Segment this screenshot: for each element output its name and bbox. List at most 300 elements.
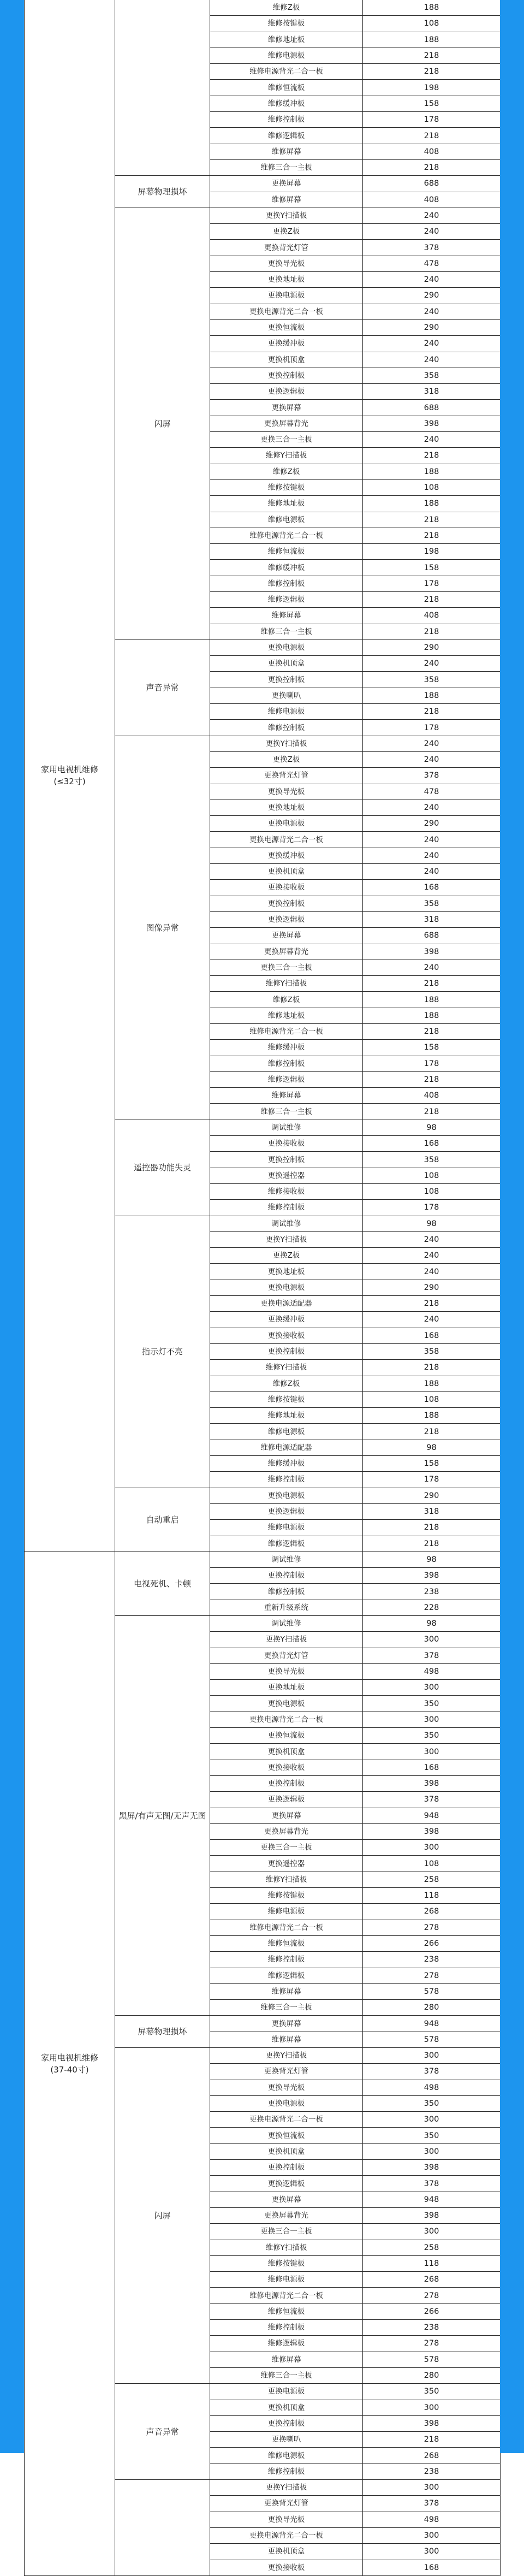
repair-item-cell: 更换电源板	[210, 2384, 363, 2400]
price-table-container	[24, 0, 500, 2572]
price-cell: 300	[363, 1712, 501, 1727]
repair-item-cell: 维修恒流板	[210, 1935, 363, 1951]
price-cell: 238	[363, 1952, 501, 1968]
price-cell: 240	[363, 832, 501, 848]
price-cell: 688	[363, 400, 501, 416]
price-cell: 218	[363, 48, 501, 63]
repair-item-cell: 维修控制板	[210, 1472, 363, 1488]
repair-item-cell: 维修恒流板	[210, 544, 363, 560]
repair-item-cell: 维修Y扫描板	[210, 448, 363, 464]
price-cell: 98	[363, 1440, 501, 1455]
symptom-cell: 屏幕物理损坏	[115, 176, 210, 208]
repair-item-cell: 维修电源背光二合一板	[210, 1024, 363, 1040]
price-cell: 578	[363, 1983, 501, 1999]
repair-item-cell: 更换机顶盒	[210, 2143, 363, 2159]
repair-item-cell: 更换Y扫描板	[210, 2048, 363, 2064]
repair-item-cell: 维修电源板	[210, 1904, 363, 1920]
repair-item-cell: 调试维修	[210, 1551, 363, 1567]
price-cell: 398	[363, 1823, 501, 1839]
repair-item-cell: 更换接收板	[210, 2560, 363, 2575]
price-cell: 168	[363, 2560, 501, 2575]
repair-item-cell: 维修三合一主板	[210, 624, 363, 639]
price-cell: 378	[363, 2176, 501, 2192]
symptom-cell: 闪屏	[115, 208, 210, 639]
symptom-cell: 电视死机、卡顿	[115, 1551, 210, 1615]
price-cell: 278	[363, 2336, 501, 2352]
price-cell: 158	[363, 560, 501, 576]
repair-item-cell: 更换逻辑板	[210, 2176, 363, 2192]
price-cell: 240	[363, 304, 501, 319]
repair-item-cell: 维修控制板	[210, 112, 363, 128]
repair-item-cell: 维修逻辑板	[210, 1968, 363, 1983]
price-cell: 378	[363, 240, 501, 256]
repair-item-cell: 更换控制板	[210, 1568, 363, 1584]
price-cell: 178	[363, 1056, 501, 1071]
repair-item-cell: 维修Z板	[210, 464, 363, 479]
price-cell: 398	[363, 2160, 501, 2176]
symptom-cell: 图像异常	[115, 736, 210, 1120]
repair-item-cell: 更换电源背光二合一板	[210, 2112, 363, 2128]
repair-item-cell: 更换缓冲板	[210, 336, 363, 352]
price-cell: 378	[363, 2496, 501, 2512]
price-cell: 300	[363, 2143, 501, 2159]
price-cell: 258	[363, 2240, 501, 2255]
price-cell: 238	[363, 2320, 501, 2336]
price-cell: 240	[363, 224, 501, 240]
repair-item-cell: 维修缓冲板	[210, 96, 363, 111]
repair-item-cell: 更换接收板	[210, 880, 363, 896]
price-cell: 350	[363, 1728, 501, 1744]
price-cell: 290	[363, 319, 501, 335]
repair-item-cell: 维修屏幕	[210, 608, 363, 624]
price-cell: 300	[363, 1744, 501, 1760]
price-cell: 300	[363, 2400, 501, 2415]
price-cell: 240	[363, 656, 501, 672]
price-cell: 218	[363, 1024, 501, 1040]
repair-item-cell: 维修屏幕	[210, 2032, 363, 2047]
repair-item-cell: 维修Z板	[210, 0, 363, 16]
repair-item-cell: 维修三合一主板	[210, 1104, 363, 1120]
repair-item-cell: 更换电源板	[210, 1696, 363, 1712]
price-cell: 218	[363, 2432, 501, 2448]
price-cell: 98	[363, 1120, 501, 1135]
repair-item-cell: 更换电源板	[210, 288, 363, 304]
left-blue-border	[0, 0, 24, 2453]
repair-item-cell: 维修控制板	[210, 1200, 363, 1216]
repair-item-cell: 维修电源适配器	[210, 1440, 363, 1455]
price-cell: 278	[363, 1920, 501, 1935]
price-cell: 688	[363, 928, 501, 944]
repair-item-cell: 更换地址板	[210, 800, 363, 815]
category-cell: 家用电视机维修 (37-40寸)	[25, 1551, 115, 2575]
repair-item-cell: 更换电源背光二合一板	[210, 2527, 363, 2543]
symptom-cell: 闪屏	[115, 2048, 210, 2384]
price-cell: 300	[363, 1680, 501, 1696]
price-cell: 358	[363, 1152, 501, 1168]
repair-item-cell: 更换恒流板	[210, 319, 363, 335]
repair-item-cell: 更换屏幕	[210, 928, 363, 944]
symptom-cell: 自动重启	[115, 1488, 210, 1551]
symptom-cell: 遥控器功能失灵	[115, 1120, 210, 1216]
repair-item-cell: 维修屏幕	[210, 1983, 363, 1999]
price-cell: 168	[363, 880, 501, 896]
repair-item-cell: 维修电源背光二合一板	[210, 528, 363, 543]
repair-item-cell: 更换接收板	[210, 1136, 363, 1152]
price-cell: 188	[363, 0, 501, 16]
repair-item-cell: 维修控制板	[210, 1056, 363, 1071]
repair-item-cell: 维修电源板	[210, 2448, 363, 2464]
price-cell: 300	[363, 2527, 501, 2543]
repair-item-cell: 更换屏幕背光	[210, 2207, 363, 2223]
price-cell: 408	[363, 192, 501, 208]
repair-item-cell: 维修三合一主板	[210, 2367, 363, 2383]
repair-item-cell: 更换逻辑板	[210, 1503, 363, 1519]
repair-item-cell: 维修恒流板	[210, 2303, 363, 2319]
repair-item-cell: 更换地址板	[210, 1264, 363, 1280]
price-cell: 318	[363, 1503, 501, 1519]
price-cell: 300	[363, 2112, 501, 2128]
price-cell: 188	[363, 464, 501, 479]
repair-item-cell: 维修屏幕	[210, 2352, 363, 2367]
category-cell: 家用电视机维修 (≤32寸)	[25, 0, 115, 1551]
repair-item-cell: 维修Y扫描板	[210, 1872, 363, 1887]
repair-item-cell: 更换电源背光二合一板	[210, 832, 363, 848]
price-cell: 948	[363, 1808, 501, 1823]
price-cell: 268	[363, 1904, 501, 1920]
repair-item-cell: 更换三合一主板	[210, 432, 363, 448]
repair-item-cell: 更换电源背光二合一板	[210, 304, 363, 319]
repair-item-cell: 更换三合一主板	[210, 1840, 363, 1856]
repair-item-cell: 更换控制板	[210, 2160, 363, 2176]
repair-item-cell: 维修逻辑板	[210, 128, 363, 144]
price-cell: 238	[363, 1584, 501, 1600]
repair-item-cell: 更换喇叭	[210, 688, 363, 703]
price-cell: 268	[363, 2448, 501, 2464]
repair-item-cell: 更换机顶盒	[210, 864, 363, 880]
repair-item-cell: 维修控制板	[210, 2320, 363, 2336]
repair-item-cell: 维修控制板	[210, 2464, 363, 2479]
price-cell: 240	[363, 1312, 501, 1328]
price-cell: 688	[363, 176, 501, 192]
price-cell: 240	[363, 1264, 501, 1280]
price-cell: 240	[363, 736, 501, 751]
repair-item-cell: 更换电源板	[210, 2095, 363, 2111]
repair-item-cell: 维修控制板	[210, 1952, 363, 1968]
repair-item-cell: 更换恒流板	[210, 1728, 363, 1744]
repair-item-cell: 更换屏幕背光	[210, 416, 363, 431]
price-cell: 240	[363, 1248, 501, 1264]
repair-item-cell: 更换机顶盒	[210, 1744, 363, 1760]
price-cell: 300	[363, 2048, 501, 2064]
repair-item-cell: 维修控制板	[210, 720, 363, 736]
price-cell: 240	[363, 336, 501, 352]
price-cell: 300	[363, 2544, 501, 2560]
price-cell: 278	[363, 1968, 501, 1983]
repair-item-cell: 更换地址板	[210, 272, 363, 288]
price-cell: 218	[363, 1520, 501, 1536]
repair-item-cell: 更换Z板	[210, 224, 363, 240]
price-cell: 280	[363, 2367, 501, 2383]
repair-item-cell: 维修按键板	[210, 1888, 363, 1904]
price-cell: 218	[363, 624, 501, 639]
repair-item-cell: 维修缓冲板	[210, 1040, 363, 1056]
price-cell: 240	[363, 848, 501, 863]
right-blue-border	[500, 0, 524, 2453]
price-cell: 218	[363, 512, 501, 528]
repair-item-cell: 更换控制板	[210, 1775, 363, 1791]
price-cell: 218	[363, 1104, 501, 1120]
repair-item-cell: 更换接收板	[210, 1760, 363, 1775]
repair-item-cell: 更换逻辑板	[210, 1792, 363, 1808]
price-cell: 118	[363, 1888, 501, 1904]
symptom-cell	[115, 2480, 210, 2576]
price-cell: 178	[363, 1200, 501, 1216]
symptom-cell: 声音异常	[115, 639, 210, 736]
repair-item-cell: 更换电源板	[210, 639, 363, 655]
price-cell: 378	[363, 2064, 501, 2080]
repair-item-cell: 更换机顶盒	[210, 2400, 363, 2415]
price-cell: 218	[363, 591, 501, 607]
price-cell: 408	[363, 1088, 501, 1104]
price-cell: 188	[363, 1008, 501, 1023]
repair-item-cell: 更换电源适配器	[210, 1296, 363, 1312]
repair-item-cell: 更换背光灯管	[210, 2496, 363, 2512]
repair-item-cell: 更换背光灯管	[210, 1648, 363, 1663]
price-cell: 350	[363, 1696, 501, 1712]
price-cell: 218	[363, 1536, 501, 1551]
price-cell: 398	[363, 1568, 501, 1584]
price-cell: 398	[363, 2415, 501, 2431]
table-row	[25, 0, 501, 16]
repair-item-cell: 维修按键板	[210, 1391, 363, 1407]
repair-item-cell: 更换机顶盒	[210, 2544, 363, 2560]
price-cell: 300	[363, 1632, 501, 1648]
repair-item-cell: 更换三合一主板	[210, 2224, 363, 2240]
price-cell: 300	[363, 1840, 501, 1856]
repair-item-cell: 维修电源背光二合一板	[210, 64, 363, 80]
symptom-cell	[115, 0, 210, 176]
price-cell: 168	[363, 1760, 501, 1775]
price-cell: 318	[363, 384, 501, 400]
symptom-cell: 指示灯不亮	[115, 1216, 210, 1488]
price-cell: 178	[363, 576, 501, 591]
repair-item-cell: 更换控制板	[210, 1343, 363, 1359]
price-cell: 408	[363, 144, 501, 159]
repair-item-cell: 维修接收板	[210, 1183, 363, 1199]
price-cell: 218	[363, 1296, 501, 1312]
price-cell: 300	[363, 2480, 501, 2496]
price-cell: 228	[363, 1600, 501, 1615]
price-cell: 188	[363, 688, 501, 703]
price-cell: 408	[363, 608, 501, 624]
price-cell: 240	[363, 352, 501, 368]
price-cell: 178	[363, 1472, 501, 1488]
price-cell: 158	[363, 1040, 501, 1056]
repair-item-cell: 维修电源板	[210, 704, 363, 720]
repair-item-cell: 更换Y扫描板	[210, 2480, 363, 2496]
repair-item-cell: 维修缓冲板	[210, 1456, 363, 1472]
price-cell: 240	[363, 864, 501, 880]
repair-item-cell: 更换三合一主板	[210, 960, 363, 975]
repair-item-cell: 维修Z板	[210, 1376, 363, 1391]
repair-item-cell: 更换缓冲板	[210, 1312, 363, 1328]
price-cell: 108	[363, 1168, 501, 1183]
repair-item-cell: 维修三合一主板	[210, 159, 363, 175]
price-cell: 158	[363, 96, 501, 111]
repair-item-cell: 更换喇叭	[210, 2432, 363, 2448]
repair-item-cell: 更换Y扫描板	[210, 1632, 363, 1648]
price-cell: 350	[363, 2128, 501, 2143]
repair-item-cell: 维修电源板	[210, 2272, 363, 2288]
repair-item-cell: 维修逻辑板	[210, 591, 363, 607]
price-cell: 108	[363, 479, 501, 495]
repair-item-cell: 维修按键板	[210, 2255, 363, 2271]
price-cell: 290	[363, 639, 501, 655]
price-cell: 178	[363, 720, 501, 736]
price-cell: 168	[363, 1328, 501, 1343]
repair-item-cell: 维修地址板	[210, 32, 363, 48]
price-cell: 238	[363, 2464, 501, 2479]
repair-item-cell: 更换Y扫描板	[210, 736, 363, 751]
price-cell: 948	[363, 2192, 501, 2207]
price-cell: 218	[363, 64, 501, 80]
price-cell: 398	[363, 416, 501, 431]
repair-item-cell: 调试维修	[210, 1615, 363, 1631]
price-cell: 108	[363, 1856, 501, 1872]
repair-item-cell: 更换屏幕	[210, 400, 363, 416]
repair-item-cell: 更换遥控器	[210, 1168, 363, 1183]
price-cell: 158	[363, 1456, 501, 1472]
price-cell: 498	[363, 1663, 501, 1679]
repair-item-cell: 更换导光板	[210, 256, 363, 271]
repair-item-cell: 维修地址板	[210, 1408, 363, 1424]
price-cell: 188	[363, 32, 501, 48]
repair-item-cell: 更换控制板	[210, 1152, 363, 1168]
price-cell: 240	[363, 432, 501, 448]
price-cell: 268	[363, 2272, 501, 2288]
price-cell: 168	[363, 1136, 501, 1152]
repair-item-cell: 维修Z板	[210, 992, 363, 1008]
repair-item-cell: 维修地址板	[210, 496, 363, 512]
repair-item-cell: 更换背光灯管	[210, 2064, 363, 2080]
price-cell: 290	[363, 816, 501, 832]
repair-item-cell: 更换控制板	[210, 2415, 363, 2431]
repair-item-cell: 更换屏幕背光	[210, 1823, 363, 1839]
price-cell: 498	[363, 2512, 501, 2527]
repair-item-cell: 更换Y扫描板	[210, 208, 363, 223]
repair-item-cell: 更换背光灯管	[210, 240, 363, 256]
repair-item-cell: 维修电源背光二合一板	[210, 2288, 363, 2303]
price-cell: 258	[363, 1872, 501, 1887]
price-cell: 188	[363, 496, 501, 512]
repair-item-cell: 更换屏幕	[210, 176, 363, 192]
price-cell: 218	[363, 1360, 501, 1376]
repair-item-cell: 更换电源板	[210, 816, 363, 832]
repair-item-cell: 更换接收板	[210, 1328, 363, 1343]
price-cell: 290	[363, 288, 501, 304]
repair-item-cell: 维修逻辑板	[210, 1071, 363, 1087]
repair-item-cell: 更换背光灯管	[210, 768, 363, 784]
price-cell: 378	[363, 1648, 501, 1663]
price-cell: 398	[363, 2207, 501, 2223]
price-cell: 108	[363, 1183, 501, 1199]
price-cell: 290	[363, 1280, 501, 1295]
repair-item-cell: 维修屏幕	[210, 144, 363, 159]
price-cell: 218	[363, 448, 501, 464]
price-cell: 98	[363, 1216, 501, 1231]
repair-item-cell: 更换导光板	[210, 784, 363, 800]
price-cell: 578	[363, 2032, 501, 2047]
price-cell: 218	[363, 128, 501, 144]
price-cell: 188	[363, 992, 501, 1008]
price-cell: 108	[363, 1391, 501, 1407]
price-cell: 108	[363, 16, 501, 32]
price-cell: 398	[363, 1775, 501, 1791]
symptom-cell: 声音异常	[115, 2384, 210, 2480]
price-cell: 198	[363, 80, 501, 96]
repair-item-cell: 维修逻辑板	[210, 1536, 363, 1551]
price-cell: 218	[363, 159, 501, 175]
price-cell: 240	[363, 960, 501, 975]
repair-item-cell: 调试维修	[210, 1120, 363, 1135]
repair-item-cell: 维修按键板	[210, 479, 363, 495]
repair-item-cell: 更换电源板	[210, 1280, 363, 1295]
price-cell: 350	[363, 2384, 501, 2400]
repair-item-cell: 维修逻辑板	[210, 2336, 363, 2352]
repair-item-cell: 更换逻辑板	[210, 384, 363, 400]
price-cell: 358	[363, 368, 501, 383]
repair-item-cell: 更换遥控器	[210, 1856, 363, 1872]
repair-item-cell: 更换Z板	[210, 751, 363, 767]
repair-item-cell: 更换控制板	[210, 896, 363, 911]
price-cell: 266	[363, 1935, 501, 1951]
symptom-cell: 屏幕物理损坏	[115, 2016, 210, 2048]
price-cell: 188	[363, 1408, 501, 1424]
repair-item-cell: 维修按键板	[210, 16, 363, 32]
repair-item-cell: 维修Y扫描板	[210, 1360, 363, 1376]
price-cell: 218	[363, 976, 501, 992]
repair-item-cell: 维修地址板	[210, 1008, 363, 1023]
price-cell: 358	[363, 896, 501, 911]
price-cell: 240	[363, 272, 501, 288]
price-cell: 578	[363, 2352, 501, 2367]
price-cell: 240	[363, 800, 501, 815]
price-cell: 290	[363, 1488, 501, 1503]
repair-item-cell: 更换屏幕背光	[210, 944, 363, 960]
repair-item-cell: 更换导光板	[210, 2080, 363, 2095]
price-cell: 378	[363, 768, 501, 784]
price-cell: 498	[363, 2080, 501, 2095]
price-cell: 240	[363, 751, 501, 767]
price-cell: 218	[363, 1424, 501, 1440]
repair-item-cell: 维修控制板	[210, 1584, 363, 1600]
price-cell: 178	[363, 112, 501, 128]
repair-item-cell: 更换电源背光二合一板	[210, 1712, 363, 1727]
repair-item-cell: 维修电源板	[210, 1424, 363, 1440]
price-cell: 398	[363, 944, 501, 960]
repair-item-cell: 更换逻辑板	[210, 911, 363, 927]
repair-price-table	[24, 0, 501, 2576]
repair-item-cell: 维修三合一主板	[210, 2000, 363, 2016]
price-cell: 350	[363, 2095, 501, 2111]
price-cell: 240	[363, 1231, 501, 1247]
repair-item-cell: 更换控制板	[210, 672, 363, 688]
repair-item-cell: 维修屏幕	[210, 192, 363, 208]
repair-item-cell: 维修电源板	[210, 1520, 363, 1536]
repair-item-cell: 维修控制板	[210, 576, 363, 591]
price-cell: 98	[363, 1551, 501, 1567]
price-cell: 358	[363, 672, 501, 688]
